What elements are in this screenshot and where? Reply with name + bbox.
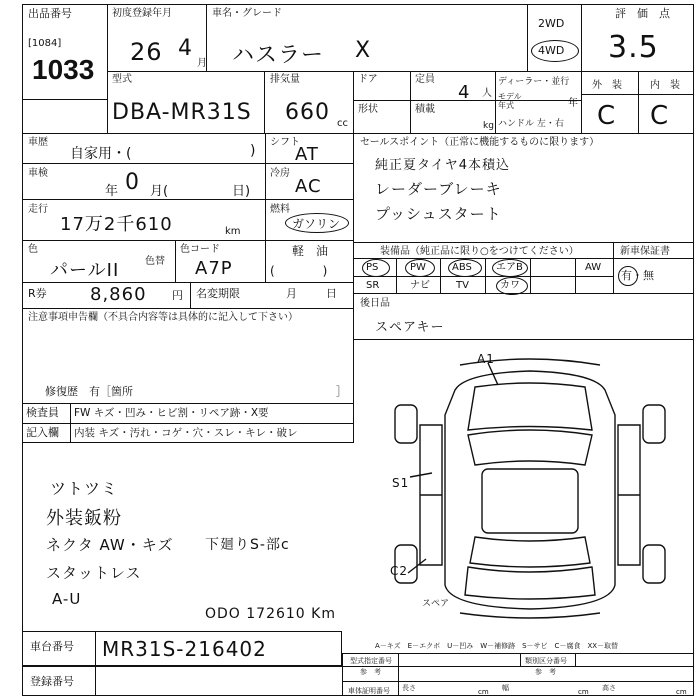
lot-number: 1033 [32, 54, 95, 85]
cm-unit-1: cm [478, 688, 489, 696]
equip-sr: SR [366, 280, 380, 291]
door-value: 4 [458, 82, 471, 103]
equip-mark-1 [362, 259, 390, 277]
mark-a1: A1 [477, 352, 495, 366]
equip-mark-4 [492, 259, 528, 277]
body-outline [445, 371, 615, 609]
entry-label: 記入欄 [26, 426, 59, 439]
warranty-label: 新車保証書 [620, 246, 670, 257]
equip-mark-2 [405, 259, 435, 277]
width-label: 幅 [502, 684, 509, 692]
type-cert-label: 型式指定番号 [350, 657, 392, 665]
wheel-rr [643, 545, 665, 583]
wheel-fl [395, 405, 417, 443]
mark-c2: C2 [390, 564, 409, 578]
kg-unit: kg [483, 121, 494, 131]
km-unit: km [225, 226, 241, 237]
displacement-value: 660 [285, 100, 330, 125]
recycle-value: 8,860 [90, 284, 147, 305]
spare-label: スペア [422, 599, 450, 609]
underbody-note: 下廻りS-部c [205, 537, 290, 553]
note-line-2: 外装鈑粉 [46, 508, 122, 529]
chassis-value: MR31S-216402 [102, 637, 267, 661]
name-change-month: 月 [286, 287, 297, 300]
ref-1: 参 考 [360, 668, 381, 676]
score-label: 評 価 点 [615, 7, 670, 20]
notes-label: 注意事項申告欄（不具合内容等は具体的に記入して下さい） [28, 312, 298, 323]
recycle-label: R券 [28, 287, 47, 300]
equip-mark-5 [496, 277, 528, 295]
history-label: 車歴 [28, 137, 48, 148]
inspection-month: 月( [150, 184, 169, 199]
color-value: パールII [50, 260, 120, 281]
class-label: 類別区分番号 [525, 657, 567, 665]
repair-label: 修復歴 有［箇所 [45, 385, 133, 398]
type-value: DBA-MR31S [112, 100, 252, 125]
equip-aw: AW [585, 262, 602, 273]
odo-note: ODO 172610 Km [205, 606, 336, 622]
wheel-fr [643, 405, 665, 443]
rear-panel [465, 567, 595, 599]
cm-unit-3: cm [676, 688, 687, 696]
dealer-label: ディーラー・並行 [498, 77, 570, 87]
inspection-day: 日) [232, 184, 251, 199]
fuel-paren: ( ) [270, 264, 328, 278]
grade-value: X [355, 38, 372, 63]
equip-pw: PW [410, 262, 426, 273]
exterior-label: 外 装 [592, 80, 622, 91]
capacity-unit: 人 [482, 88, 492, 99]
inspection-label: 車検 [28, 168, 48, 179]
interior-grade: C [650, 101, 670, 131]
interior-row: 内装 キズ・汚れ・コゲ・穴・スレ・キレ・破レ [74, 427, 298, 439]
inspection-month-val: 0 [125, 170, 140, 195]
equip-cawa: カワ [500, 280, 520, 291]
aircon-value: AC [295, 176, 322, 197]
rear-bumper [460, 613, 600, 618]
chassis-label: 車台番号 [30, 640, 74, 653]
equip-airbag: エアB [496, 262, 523, 273]
load-label: 積載 [415, 104, 435, 115]
drive-2wd: 2WD [538, 17, 565, 30]
rear-value: スペアキー [375, 320, 445, 335]
note-line-5: A-U [52, 590, 82, 608]
type-label: 型式 [112, 74, 132, 85]
shift-label: シフト [270, 137, 300, 148]
equipment-title: 装備品（純正品に限り○をつけてください） [380, 246, 579, 257]
mark-s1: S1 [392, 476, 410, 490]
lot-sub: [1084] [28, 38, 62, 49]
capacity-label: 定員 [415, 74, 435, 85]
history-value: 自家用・( [70, 146, 132, 162]
rear-glass [470, 537, 590, 567]
cert-label: 車体証明番号 [348, 687, 390, 695]
windshield [468, 430, 592, 465]
reg-label: 登録番号 [30, 675, 74, 688]
handle-label: ハンドル 左・右 [498, 119, 564, 129]
displacement-label: 排気量 [270, 74, 300, 85]
rear-label: 後日品 [360, 298, 390, 309]
equip-ps: PS [366, 262, 379, 273]
displacement-unit: cc [337, 118, 348, 129]
model-year-label: モデル年式 [498, 92, 522, 110]
damage-legend: A－キズ E－エクボ U－凹み W－補修跡 S－サビ C－腐食 XX－取替 [375, 642, 619, 650]
fuel-gas: ガソリン [292, 217, 341, 231]
first-reg-month: 4 [178, 36, 193, 61]
sales-line-2: レーダーブレーキ [375, 180, 502, 198]
name-change-day: 日 [326, 287, 337, 300]
exterior-grade: C [597, 101, 617, 131]
drive-4wd: 4WD [538, 44, 565, 57]
car-diagram [380, 345, 680, 620]
first-reg-year: 26 [130, 38, 163, 66]
aircon-label: 冷房 [270, 168, 290, 179]
height-label: 高さ [602, 684, 616, 692]
color-change-label: 色替 [145, 256, 165, 267]
history-close: ) [250, 143, 256, 159]
inspection-year: 年 [105, 184, 119, 199]
score-value: 3.5 [608, 30, 659, 65]
equip-tv: TV [456, 280, 469, 291]
inspector-label: 検査員 [26, 406, 59, 419]
hood [468, 383, 592, 430]
sales-title: セールスポイント（正常に機能するものに限ります） [360, 137, 600, 148]
shape-label: 形状 [358, 104, 378, 115]
length-label: 長さ [402, 684, 416, 692]
color-code: A7P [195, 258, 233, 279]
color-label: 色 [28, 244, 38, 255]
note-line-3: ネクタ AW・キズ [46, 536, 174, 554]
yen-unit: 円 [172, 289, 183, 302]
sales-line-1: 純正夏タイヤ4本積込 [375, 158, 511, 173]
fuel-label: 燃料 [270, 204, 290, 215]
equip-navi: ナビ [410, 280, 430, 291]
mileage-label: 走行 [28, 204, 48, 215]
first-reg-label: 初度登録年月 [112, 8, 172, 19]
interior-label: 内 装 [650, 80, 680, 91]
ref-2: 参 考 [535, 668, 556, 676]
door-label: ドア [358, 74, 378, 85]
equip-mark-3 [448, 259, 482, 277]
month-unit: 月 [197, 58, 207, 69]
model-label: 車名・グレード [212, 8, 282, 19]
equip-abs: ABS [452, 262, 472, 273]
year-unit: 年 [568, 98, 578, 109]
sales-line-3: プッシュスタート [375, 205, 502, 223]
shift-value: AT [295, 144, 319, 165]
name-change-label: 名変期限 [196, 287, 240, 300]
cm-unit-2: cm [578, 688, 589, 696]
fw-row: FW キズ・凹み・ヒビ割・リペア跡・X要 [74, 407, 269, 419]
mileage-value: 17万2千610 [60, 214, 173, 235]
model-name: ハスラー [232, 43, 325, 68]
warranty-value: 有・無 [621, 269, 654, 282]
color-code-label: 色コード [180, 244, 220, 255]
repair-close: ］ [336, 385, 347, 398]
fuel-diesel: 軽 油 [292, 244, 329, 258]
roof [482, 469, 578, 533]
note-line-4: スタットレス [46, 564, 142, 582]
note-line-1: ツトツミ [50, 479, 119, 498]
lot-label: 出品番号 [28, 7, 72, 20]
